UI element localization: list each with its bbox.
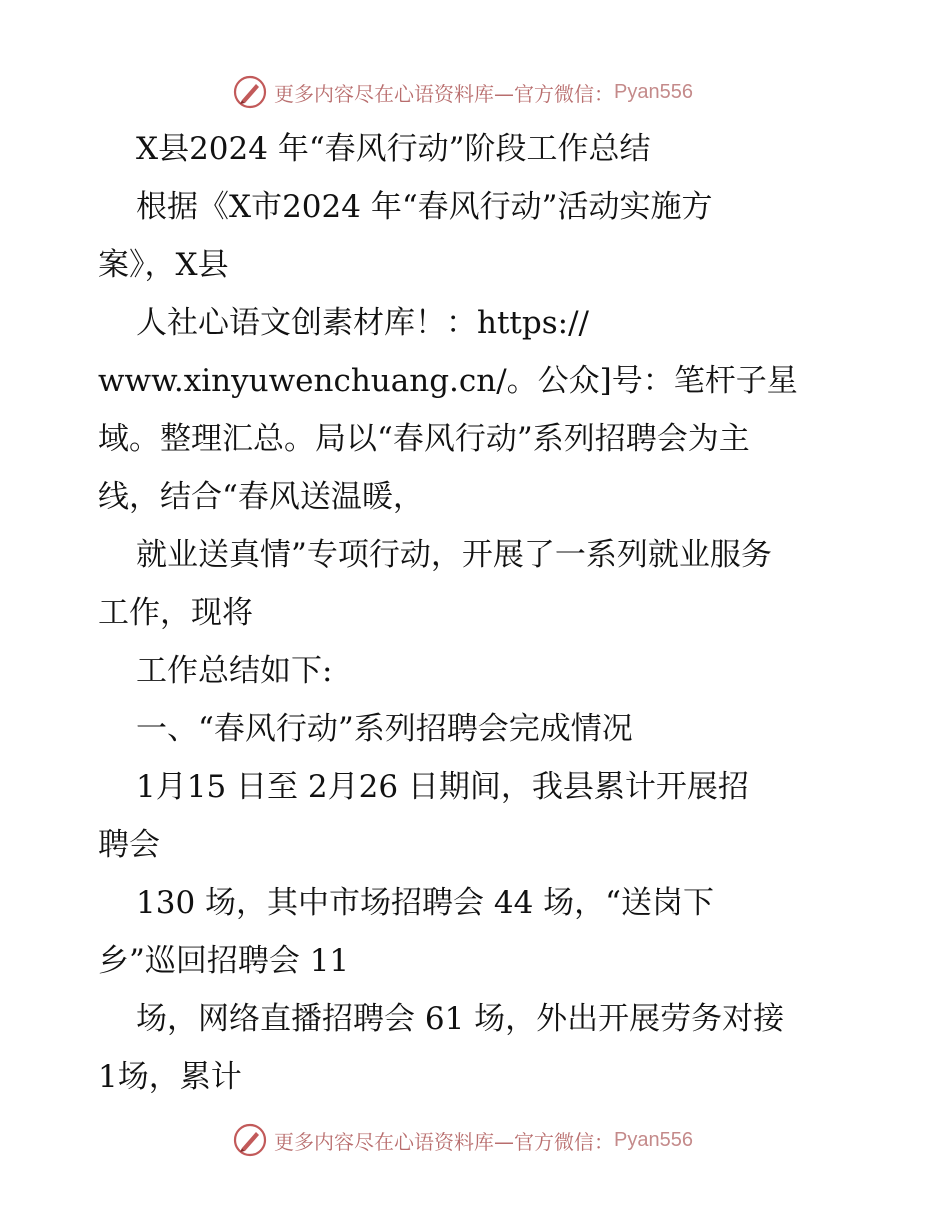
watermark-wechat-id: Pyan556 xyxy=(614,1128,693,1151)
paragraph-line: 1场，累计 xyxy=(98,1059,242,1095)
watermark-text: 更多内容尽在心语资料库—官方微信： xyxy=(274,81,614,106)
paragraph-line: 工作，现将 xyxy=(98,595,253,631)
paragraph-line: 场，网络直播招聘会 61 场，外出开展劳务对接 xyxy=(136,1001,785,1037)
paragraph-line: 工作总结如下: xyxy=(136,653,333,689)
paragraph-line: 人社心语文创素材库！：https:// xyxy=(136,305,589,341)
watermark-banner-bottom xyxy=(232,1120,693,1160)
paragraph-line: 乡”巡回招聘会 11 xyxy=(98,943,350,979)
paragraph-line: www.xinyuwenchuang.cn/。公众]号：笔杆子星 xyxy=(98,363,798,399)
paragraph-line: 1月15 日至 2月26 日期间，我县累计开展招 xyxy=(136,769,749,805)
paragraph-line: 线，结合“春风送温暖， xyxy=(98,479,424,515)
pen-logo-icon xyxy=(232,74,268,110)
paragraph-line: 案》，X县 xyxy=(98,247,229,283)
watermark-wechat-id: Pyan556 xyxy=(614,80,693,103)
section-heading: 一、“春风行动”系列招聘会完成情况 xyxy=(136,711,633,747)
pen-logo-icon xyxy=(232,1122,268,1158)
watermark-text: 更多内容尽在心语资料库—官方微信： xyxy=(274,1129,614,1154)
paragraph-line: 聘会 xyxy=(98,827,160,863)
paragraph-line: 就业送真情”专项行动，开展了一系列就业服务 xyxy=(136,537,772,573)
watermark-banner-top xyxy=(232,72,693,112)
paragraph-line: 根据《X市2024 年“春风行动”活动实施方 xyxy=(136,189,713,225)
paragraph-line: 130 场，其中市场招聘会 44 场，“送岗下 xyxy=(136,885,715,921)
document-title: X县2024 年“春风行动”阶段工作总结 xyxy=(136,131,651,167)
paragraph-line: 域。整理汇总。局以“春风行动”系列招聘会为主 xyxy=(98,421,750,457)
